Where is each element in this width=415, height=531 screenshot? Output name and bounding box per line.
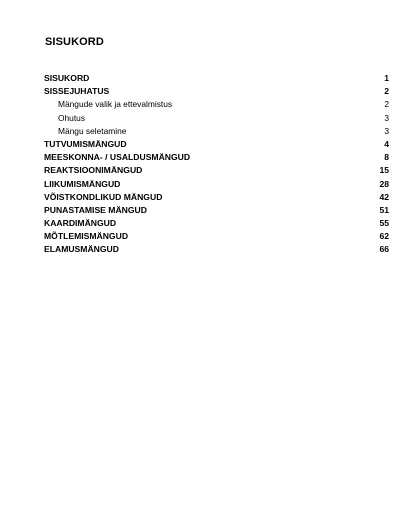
toc-entry[interactable] <box>44 85 389 98</box>
toc-entry-page: 28 <box>379 178 389 189</box>
toc-entry-label: MEESKONNA- / USALDUSMÄNGUD <box>44 152 191 163</box>
toc-entry[interactable] <box>44 204 389 217</box>
toc-entry-label: Ohutus <box>58 112 86 123</box>
toc-entry-page: 4 <box>384 138 389 149</box>
toc-subentry[interactable] <box>44 112 389 125</box>
toc-subentry[interactable] <box>44 125 389 138</box>
toc-subentry[interactable] <box>44 98 389 111</box>
toc-entry-page: 2 <box>384 86 389 97</box>
toc-entry-page: 3 <box>384 125 389 136</box>
table-of-contents <box>44 72 389 257</box>
toc-entry[interactable] <box>44 164 389 177</box>
toc-entry-page: 42 <box>379 191 389 202</box>
page-title: SISUKORD <box>45 36 104 48</box>
toc-entry-page: 15 <box>379 165 389 176</box>
toc-entry[interactable] <box>44 230 389 243</box>
toc-entry-label: TUTVUMISMÄNGUD <box>44 138 127 149</box>
toc-entry[interactable] <box>44 178 389 191</box>
toc-entry-label: PUNASTAMISE MÄNGUD <box>44 204 147 215</box>
toc-entry-label: VÕISTKONDLIKUD MÄNGUD <box>44 191 163 202</box>
toc-entry[interactable] <box>44 138 389 151</box>
toc-entry-label: Mängu seletamine <box>58 125 127 136</box>
toc-entry-label: KAARDIMÄNGUD <box>44 218 117 229</box>
toc-entry-page: 55 <box>379 218 389 229</box>
toc-entry-page: 66 <box>379 244 389 255</box>
toc-entry-page: 62 <box>379 231 389 242</box>
toc-entry-label: MÕTLEMISMÄNGUD <box>44 231 129 242</box>
toc-entry-page: 1 <box>384 73 389 83</box>
toc-entry-label: REAKTSIOONIMÄNGUD <box>44 165 143 176</box>
toc-entry[interactable] <box>44 217 389 230</box>
toc-entry-page: 8 <box>384 152 389 163</box>
toc-entry-label: SISSEJUHATUS <box>44 86 110 97</box>
toc-entry-label: SISUKORD <box>44 73 90 83</box>
toc-entry-label: ELAMUSMÄNGUD <box>44 244 119 255</box>
toc-entry[interactable] <box>44 191 389 204</box>
toc-entry-label: LIIKUMISMÄNGUD <box>44 178 121 189</box>
toc-entry[interactable] <box>44 151 389 164</box>
toc-entry-page: 3 <box>384 112 389 123</box>
toc-entry-page: 2 <box>384 99 389 110</box>
toc-entry[interactable] <box>44 72 389 85</box>
toc-entry-label: Mängude valik ja ettevalmistus <box>58 99 173 110</box>
toc-entry-page: 51 <box>379 204 389 215</box>
toc-entry[interactable] <box>44 243 389 256</box>
